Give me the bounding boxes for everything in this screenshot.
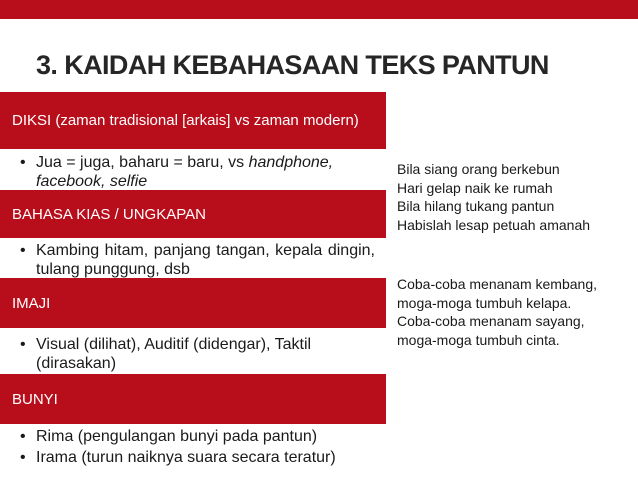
bunyi-bullet-text: Rima (pengulangan bunyi pada pantun) [36,428,318,445]
section-header-imaji [0,278,386,328]
pantun-example-1 [397,160,590,234]
bullet-dot: • [20,154,26,171]
pantun-line: moga-moga tumbuh cinta. [397,331,560,348]
pantun-line: Hari gelap naik ke rumah [397,179,553,196]
bullet-dot: • [20,428,26,445]
section-header-diksi-label: DIKSI (zaman tradisional [arkais] vs zaman modern) [12,112,359,129]
section-header-diksi [0,92,386,149]
bullet-dot: • [20,336,26,353]
section-header-bunyi [0,374,386,424]
pantun-line: moga-moga tumbuh kelapa. [397,294,572,311]
imaji-bullet-text: Visual (dilihat), Auditif (didengar), Taktil (dirasakan) [36,336,312,372]
section-header-bunyi-label: BUNYI [12,390,58,408]
imaji-bullet-item [20,335,375,373]
diksi-bullet-italic-text: handphone, facebook, selfie [36,154,334,190]
imaji-bullet-list [20,335,375,373]
top-accent-bar [0,0,638,19]
bullet-dot: • [20,242,26,259]
section-header-imaji-label: IMAJI [12,294,51,312]
pantun-line: Bila siang orang berkebun [397,161,560,177]
section-header-bahasa-kias [0,190,386,238]
bunyi-bullet-text: Irama (turun naiknya suara secara teratur) [36,449,336,466]
pantun-line: Coba-coba menanam kembang, [397,276,598,292]
section-header-bahasa-kias-label: BAHASA KIAS / UNGKAPAN [12,205,206,223]
slide-title: 3. KAIDAH KEBAHASAAN TEKS PANTUN [36,50,549,80]
diksi-bullet-list [20,153,375,191]
bunyi-bullet-list [20,427,375,469]
bullet-dot: • [20,449,26,466]
bahasa-kias-bullet-text: Kambing hitam, panjang tangan, kepala dingin, tulang punggung, dsb [36,242,375,278]
bunyi-bullet-item-irama [20,448,375,467]
pantun-line: Habislah lesap petuah amanah [397,216,591,233]
bahasa-kias-bullet-item [20,241,375,279]
bunyi-bullet-item-rima [20,427,375,446]
diksi-bullet-text: Jua = juga, baharu = baru, vs [36,154,249,171]
pantun-example-2 [397,275,597,349]
pantun-line: Coba-coba menanam sayang, [397,313,585,329]
pantun-line: Bila hilang tukang pantun [397,198,555,214]
bahasa-kias-bullet-list [20,241,375,279]
diksi-bullet-item [20,153,375,191]
